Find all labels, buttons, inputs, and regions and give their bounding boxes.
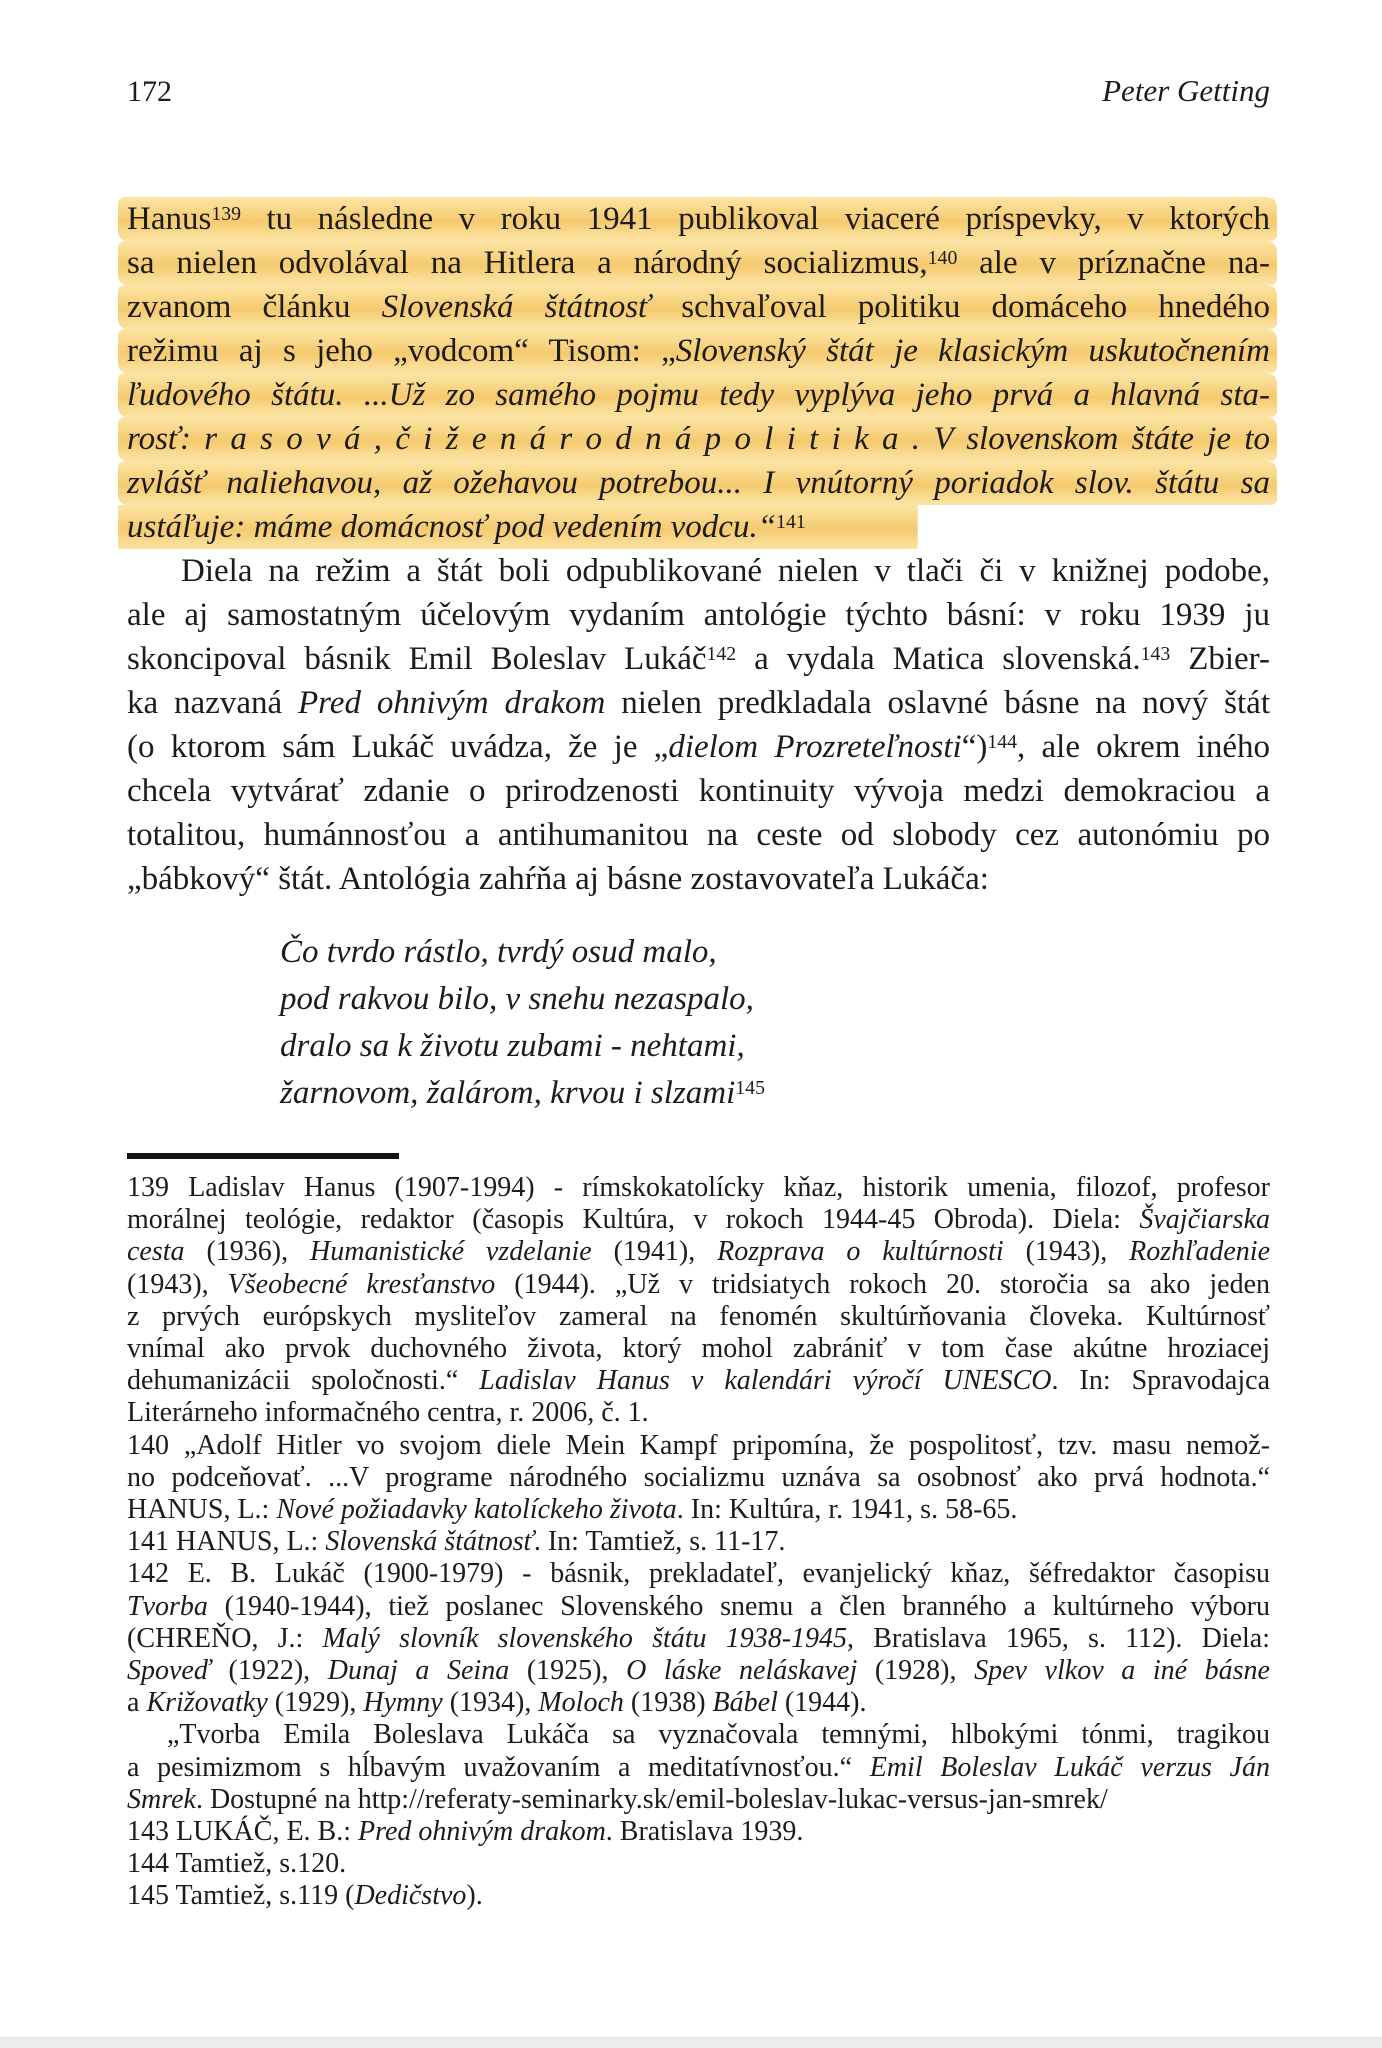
footnote-141 xyxy=(127,1526,1270,1558)
text-run: Zbier- xyxy=(1170,641,1270,677)
text-run: a vydala Matica slovenská. xyxy=(736,641,1141,677)
text-run: Smrek xyxy=(127,1783,196,1815)
text-run: (CHREŇO, J.: xyxy=(127,1622,323,1654)
text-run: 139 Ladislav Hanus (1907-1994) - rímskokatolícky kňaz, historik umenia, filozof, profesor xyxy=(127,1172,1270,1203)
text-run: z prvých európskych mysliteľov zameral na fenomén skultúrňovania človeka. Kultúrnosť xyxy=(127,1300,1270,1332)
text-run: sa nielen odvolával na Hitlera a národný socializmus, xyxy=(127,245,928,281)
page-number: 172 xyxy=(127,75,172,108)
text-run: „Tvorba Emila Boleslava Lukáča sa vyznačovala temnými, hlbokými tónmi, tragikou xyxy=(167,1719,1270,1751)
text-run: Spev vlkov a iné básne xyxy=(974,1655,1270,1687)
text-run: Križovatky xyxy=(146,1687,268,1719)
text-run: 142 E. B. Lukáč (1900-1979) - básnik, prekladateľ, evanjelický kňaz, šéfredaktor časopisu xyxy=(127,1558,1270,1590)
text-run: 143 LUKÁČ, E. B.: xyxy=(127,1816,358,1848)
text-run: morálnej teológie, redaktor (časopis Kultúra, v rokoch 1944-45 Obroda). Diela: xyxy=(127,1204,1140,1236)
text-line xyxy=(127,681,1270,725)
text-run: Všeobecné kresťanstvo xyxy=(227,1268,496,1300)
text-run: Slovenská štátnosť xyxy=(325,1526,534,1558)
text-run: HANUS, L.: xyxy=(127,1494,277,1526)
text-line xyxy=(127,1719,1270,1751)
paragraph-highlighted xyxy=(127,197,1270,549)
text-run: . In: Tamtiež, s. 11-17. xyxy=(533,1526,786,1558)
footnote-ref: 144 xyxy=(987,730,1018,753)
text-run: dielom Prozreteľnosti xyxy=(668,729,962,765)
text-line xyxy=(127,1172,1270,1204)
footnote-separator xyxy=(127,1153,399,1159)
text-line xyxy=(127,593,1270,637)
text-line xyxy=(118,373,1277,417)
text-run: vnímal ako prvok duchovného života, ktorý mohol zabrániť v tom čase akútne hroziacej xyxy=(127,1333,1270,1365)
text-run: ka nazvaná xyxy=(127,685,299,721)
text-run: skoncipoval básnik Emil Boleslav Lukáč xyxy=(127,641,707,677)
text-run: dralo sa k životu zubami - nehtami, xyxy=(280,1028,745,1064)
text-line xyxy=(127,1816,1270,1848)
page-bottom-edge xyxy=(0,2037,1382,2048)
text-run: . Bratislava 1939. xyxy=(605,1816,804,1848)
text-run: Tvorba xyxy=(127,1590,208,1622)
text-line xyxy=(127,1591,1270,1623)
text-run: Dedičstvo xyxy=(354,1880,467,1912)
text-line xyxy=(127,549,1270,593)
text-line xyxy=(127,1269,1270,1301)
footnote-ref: 140 xyxy=(927,246,958,269)
text-run: , Bratislava 1965, s. 112). Diela: xyxy=(847,1622,1270,1654)
text-line xyxy=(127,1558,1270,1590)
footnote-ref: 139 xyxy=(211,202,241,225)
text-run: Rozhľadenie xyxy=(1129,1236,1270,1268)
text-run: , ale okrem iného xyxy=(1017,729,1270,765)
footnote-139 xyxy=(127,1172,1270,1430)
footnote-143 xyxy=(127,1816,1270,1848)
text-run: 141 HANUS, L.: xyxy=(127,1526,326,1558)
text-run: chcela vytvárať zdanie o prirodzenosti kontinuity vývoja medzi demokraciou a xyxy=(127,773,1270,809)
text-run: (1934), xyxy=(442,1687,539,1719)
text-line xyxy=(280,1070,1270,1117)
paragraph-main xyxy=(127,549,1270,901)
text-line xyxy=(127,1784,1270,1816)
text-run: pod rakvou bilo, v snehu nezaspalo, xyxy=(280,981,754,1017)
text-run: zvanom článku xyxy=(127,289,382,325)
text-run: ale aj samostatným účelovým vydaním antológie týchto básní: v roku 1939 ju xyxy=(127,597,1270,633)
footnote-144 xyxy=(127,1848,1270,1880)
text-line xyxy=(127,1623,1270,1655)
footnote-ref: 143 xyxy=(1140,642,1171,665)
text-run: . In: Spravodajca xyxy=(1051,1365,1270,1397)
text-run: Rozprava o kultúrnosti xyxy=(717,1236,1004,1268)
text-run: Čo tvrdo rástlo, tvrdý osud malo, xyxy=(280,934,717,970)
page-header xyxy=(127,0,1270,109)
text-run: žarnovom, žalárom, krvou i slzami xyxy=(280,1075,736,1111)
text-run: (1941), xyxy=(591,1236,718,1268)
footnote-ref: 145 xyxy=(735,1076,765,1099)
text-line xyxy=(127,1462,1270,1494)
text-run: (1928), xyxy=(857,1655,975,1687)
text-line xyxy=(127,1848,1270,1880)
footnotes-section xyxy=(127,1172,1270,1913)
text-run: Dunaj a Seina xyxy=(327,1655,510,1687)
footnote-ref: 142 xyxy=(706,642,737,665)
text-line xyxy=(280,1023,1270,1070)
text-run: Moloch xyxy=(538,1687,624,1719)
text-line xyxy=(127,1365,1270,1397)
text-line xyxy=(127,725,1270,769)
text-run: Slovenská štátnosť xyxy=(381,289,651,325)
footnote-ref: 141 xyxy=(776,510,806,533)
text-run: Malý slovník slovenského štátu 1938-1945 xyxy=(322,1622,848,1654)
text-run: schvaľoval politiku domáceho hnedého xyxy=(650,289,1270,325)
text-run: Diela na režim a štát boli odpublikované nielen v tlači či v knižnej podobe, xyxy=(181,553,1270,589)
text-run: rosť: r a s o v á , č i ž e n á r o d n á p o l i t i k a . V slovenskom štáte je to xyxy=(127,421,1270,457)
text-run: (1925), xyxy=(509,1655,627,1687)
text-run: (1929), xyxy=(267,1687,364,1719)
text-run: (1944). xyxy=(777,1687,867,1719)
text-run: (1938) xyxy=(623,1687,713,1719)
text-run: (1940-1944), tiež poslanec Slovenského snemu a člen branného a kultúrneho výboru xyxy=(207,1590,1270,1622)
text-run: 145 Tamtiež, s.119 ( xyxy=(127,1880,355,1912)
text-line xyxy=(127,1397,1270,1429)
text-run: totalitou, humánnosťou a antihumanitou na ceste od slobody cez autonómiu po xyxy=(127,817,1270,853)
text-run: cesta xyxy=(127,1236,185,1268)
text-run: ale v príznačne na- xyxy=(957,245,1270,281)
text-run: nielen predkladala oslavné básne na nový štát xyxy=(605,685,1270,721)
poem-quote xyxy=(280,929,1270,1117)
text-run: ustáľuje: máme domácnosť pod vedením vodcu.“ xyxy=(127,509,777,545)
text-line xyxy=(118,197,1277,241)
text-line xyxy=(127,1204,1270,1236)
text-run: zvlášť naliehavou, až ožehavou potrebou... I vnútorný poriadok slov. štátu sa xyxy=(127,465,1270,501)
text-run: O láske neláskavej xyxy=(626,1655,858,1687)
footnote-145 xyxy=(127,1880,1270,1912)
text-run: a pesimizmom s hĺbavým uvažovaním a meditatívnosťou.“ xyxy=(127,1751,870,1783)
text-run: Švajčiarska xyxy=(1139,1204,1270,1236)
text-run: “) xyxy=(961,729,988,765)
text-run: Pred ohnivým drakom xyxy=(358,1816,606,1848)
text-run: Pred ohnivým drakom xyxy=(298,685,606,721)
text-line xyxy=(127,813,1270,857)
text-run: . Dostupné na http://referaty-seminarky.sk/emil-boleslav-lukac-versus-jan-smrek/ xyxy=(195,1783,1108,1815)
text-run: (1943), xyxy=(127,1268,228,1300)
text-line xyxy=(127,1494,1270,1526)
text-line xyxy=(280,976,1270,1023)
text-run: . In: Kultúra, r. 1941, s. 58-65. xyxy=(676,1494,1018,1526)
text-line xyxy=(127,1655,1270,1687)
text-run: (1943), xyxy=(1003,1236,1130,1268)
text-line xyxy=(127,1301,1270,1333)
text-run: Spoveď xyxy=(127,1655,211,1687)
text-line xyxy=(118,241,1277,285)
text-line xyxy=(118,461,1277,505)
text-run: dehumanizácii spoločnosti.“ xyxy=(127,1365,480,1397)
page-content xyxy=(127,0,1270,1913)
text-line xyxy=(127,1526,1270,1558)
text-line xyxy=(118,505,1277,549)
author-name: Peter Getting xyxy=(1102,73,1270,108)
text-run: ľudového štátu. ...Už zo samého pojmu tedy vyplýva jeho prvá a hlavná sta- xyxy=(127,377,1270,413)
text-run: Emil Boleslav Lukáč verzus Ján xyxy=(869,1751,1270,1783)
text-run: „bábkový“ štát. Antológia zahŕňa aj básne zostavovateľa Lukáča: xyxy=(127,861,989,897)
text-line xyxy=(127,1236,1270,1268)
text-line xyxy=(118,285,1277,329)
text-run: (1936), xyxy=(184,1236,311,1268)
text-run: Hanus xyxy=(127,201,212,237)
text-line xyxy=(118,417,1277,461)
footnote-142 xyxy=(127,1558,1270,1816)
text-run: Humanistické vzdelanie xyxy=(310,1236,592,1268)
text-run: Literárneho informačného centra, r. 2006, č. 1. xyxy=(127,1397,649,1429)
text-run: 140 „Adolf Hitler vo svojom diele Mein Kampf pripomína, že pospolitosť, tzv. masu nemož- xyxy=(127,1429,1270,1461)
text-run: a xyxy=(127,1687,147,1719)
text-run: Bábel xyxy=(712,1687,778,1719)
text-run: (1922), xyxy=(210,1655,328,1687)
text-line xyxy=(127,1333,1270,1365)
text-run: Hymny xyxy=(363,1687,443,1719)
text-run: ). xyxy=(466,1880,483,1912)
text-line xyxy=(118,329,1277,373)
text-run: Ladislav Hanus v kalendári výročí UNESCO xyxy=(479,1365,1052,1397)
text-run: 144 Tamtiež, s.120. xyxy=(127,1848,347,1880)
text-run: Slovenský štát je klasickým uskutočnením xyxy=(675,333,1270,369)
text-run: Nové požiadavky katolíckeho života xyxy=(276,1494,677,1526)
text-line xyxy=(127,857,1270,901)
text-line xyxy=(127,769,1270,813)
footnote-140 xyxy=(127,1430,1270,1527)
text-line xyxy=(127,1687,1270,1719)
text-run: tu následne v roku 1941 publikoval viaceré príspevky, v ktorých xyxy=(241,201,1270,237)
text-line xyxy=(127,1880,1270,1912)
text-line xyxy=(280,929,1270,976)
text-line xyxy=(127,637,1270,681)
text-line xyxy=(127,1430,1270,1462)
text-run: režimu aj s jeho „vodcom“ Tisom: „ xyxy=(127,333,676,369)
text-run: (1944). „Už v tridsiatych rokoch 20. storočia sa ako jeden xyxy=(495,1268,1270,1300)
text-line xyxy=(127,1752,1270,1784)
text-run: (o ktorom sám Lukáč uvádza, že je „ xyxy=(127,729,669,765)
text-run: no podceňovať. ...V programe národného socializmu uznáva sa osobnosť ako prvá hodnota.“ xyxy=(127,1461,1270,1493)
